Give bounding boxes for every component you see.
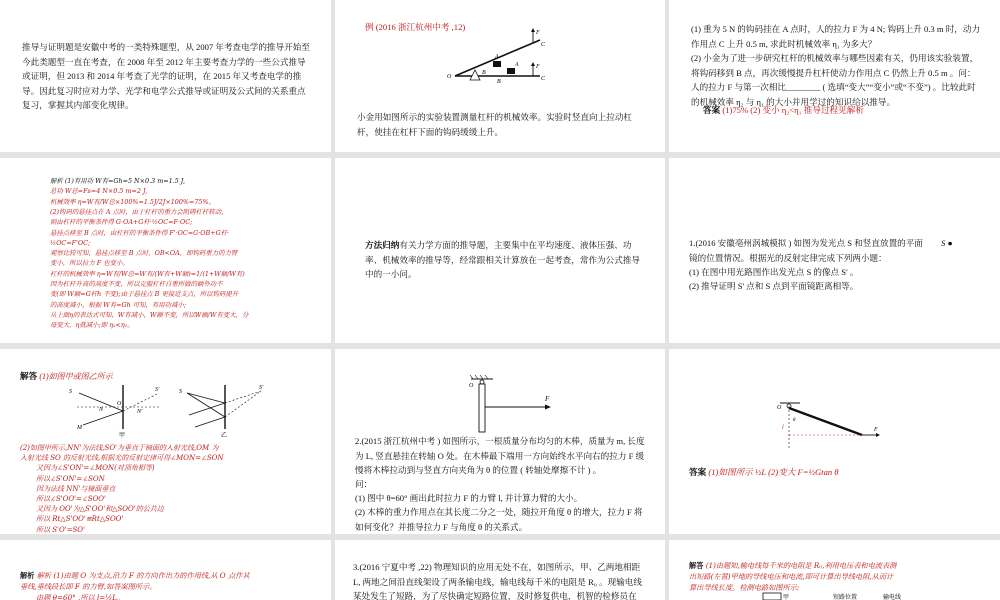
proof-line: 所以 S'O'=SO' <box>36 525 85 534</box>
solution-line: ½OC=F'OC; <box>50 238 91 247</box>
slide-6[interactable] <box>669 158 1000 343</box>
solution-line: 杠杆的机械效率 η=W有/W总=W有/(W有+W额)=1/(1+W额/W有) <box>50 269 245 278</box>
circuit-figure <box>761 592 941 600</box>
slide-8-question-label: 问： <box>355 479 373 489</box>
solution-line: 变小，所以拉力 F 也变小。 <box>50 259 129 268</box>
proof-line: (2)如图甲所示,NN'为法线,SO'为垂直于镜面的入射光线,OM 为 <box>20 444 219 452</box>
proof-line: 入射光线 SO 的反射光线,根据光的反射定律可得∠MON=∠SON <box>20 454 224 463</box>
proof-line: 所以∠S'OO'=∠SOO' <box>36 495 106 503</box>
slide-10-line-3: 由题 θ=60° ,所以 l=½L。 <box>36 593 125 600</box>
fig-label: l <box>782 425 784 431</box>
answer-text: (1)75% (2) 变小 η₂<η₁ 推导过程见解析 <box>722 105 864 115</box>
slide-3-question-1: (1) 重为 5 N 的钩码挂在 A 点时，人的拉力 F 为 4 N; 钩码上升 0.3 m 时，动力作用点 C 上升 0.5 m, 求此时机械效率 η₁ 为多大？ <box>691 24 981 49</box>
slide-11-problem-text: 3.(2016 宁夏中考 ,22) 物理知识的应用无处不在，如图所示，甲、乙两地相距 L, 两地之间沿直线架设了两条输电线，输电线每千米的电阻是 R₀ 。现输电线某处发生了短路，为了尽快确定短路位置，及时修复供电，机智的检修员在 <box>353 562 642 600</box>
proof-line: 因为法线 NN'与镜面垂直 <box>36 484 116 493</box>
fig-label: O <box>447 74 452 80</box>
proof-line: 所以∠S'ON'=∠SON <box>36 474 105 483</box>
fig-label: B <box>482 70 486 76</box>
fig-label: F <box>545 395 550 403</box>
fig-label: S <box>179 389 182 395</box>
fig-label: C <box>541 42 546 48</box>
slide-2[interactable] <box>335 0 665 152</box>
fig-label: O <box>469 383 474 389</box>
fig-label: N <box>99 407 104 413</box>
slide-3-answer <box>703 103 983 118</box>
slide-1-intro-text: 推导与证明题是安徽中考的一类特殊题型，从 2007 年考查电学的推导开始至今此类题型一直在考查，在 2008 年至 2012 年主要考查力学的一些公式推导或证明，但 2013 和 2014 年考查了光学的证明，在 2015 年又考查电学的推导。因此复习时应对力学、光学和电学公式推导或证明及公式间的关系重点复习，掌握其内部变化规律。 <box>22 42 310 110</box>
slide-12-line-3: 算出导线长度。检测电路如图所示: <box>689 583 800 592</box>
fig-label: O <box>777 405 782 411</box>
solution-line: (2)钩码的悬挂点在 A 点时，由于杠杆的重力会阻碍杠杆转动， <box>50 207 228 216</box>
fig-label: S' <box>155 387 160 393</box>
fig-label: S <box>69 389 72 395</box>
solution-line: 母变大，η就减小;即 η₂<η₁。 <box>50 321 134 330</box>
method-text: 有关力学方面的推导题，主要集中在平均速度、液体压强、功率、机械效率的推导等，经常跟相关计算放在一起考查，常作为公式推导中的一小问。 <box>365 240 641 279</box>
slide-8[interactable] <box>335 349 665 534</box>
slide-10-line-1: 解析 解析 (1)由题 O 为支点,沿力 F 的方向作出力的作用线,从 O 点作其 <box>20 571 250 580</box>
slide-6-item-2: (2) 推导证明 S' 点和 S 点到平面镜距离相等。 <box>689 281 859 291</box>
slide-3-question-2: (2) 小金为了进一步研究杠杆的机械效率与哪些因素有关，仍用该实验装置，将钩码移到 B 点，再次缓慢提升杠杆使动力作用点 C 仍然上升 0.5 m 。问：人的拉力 F 与第一次相比________ ( 选填“变大”“变小”或“不变”) 。比较此时的机械效率 η₂ 与 η₁ 的大小并用学过的知识给以推导。 <box>691 53 979 107</box>
fig-label: C <box>541 76 546 82</box>
fig-label: 乙 <box>221 433 228 439</box>
fig-label: A <box>515 62 519 68</box>
slide-5[interactable] <box>335 158 665 343</box>
point-s-label: S ● <box>941 238 953 248</box>
slide-3[interactable] <box>669 0 1000 152</box>
proof-line: 又因为∠S'ON'=∠MON(对顶角相等) <box>36 464 155 473</box>
mirror-figure-yi <box>175 381 275 439</box>
slide-7[interactable] <box>0 349 331 534</box>
slide-2-problem-text: 小金用如图所示的实验装置测量杠杆的机械效率。实验时竖直向上拉动杠杆，使挂在杠杆下面的钩码缓缓上升。 <box>357 112 633 137</box>
solution-line: 机械效率 η=W有/W总×100%=1.5J/2J×100%=75%。 <box>50 197 215 206</box>
slide-5-method-summary <box>365 238 645 282</box>
fig-label: F <box>536 30 540 36</box>
legend-short: 短路位置 <box>833 595 858 600</box>
legend-line: 输电线 <box>883 595 902 600</box>
slide-10[interactable] <box>0 540 331 600</box>
fig-label: 甲 <box>119 433 126 439</box>
slide-8-item-1: (1) 图中 θ=60° 画出此时拉力 F 的力臂 l, 并计算力臂的大小。 <box>355 493 583 503</box>
slide-11[interactable] <box>335 540 665 600</box>
slide-6-item-1: (1) 在图中用光路图作出发光点 S 的像点 S' 。 <box>689 267 859 277</box>
fig-label: θ <box>793 418 796 423</box>
solution-line: 变(即 W额=G杆h 不变);由于悬挂点 B 更接近支点，所以钩码提升 <box>50 290 239 299</box>
solution-line: 从上面η的表达式可知，W有减小，W额不变，所以W额/W有变大，分 <box>50 310 249 319</box>
fig-label: S' <box>259 385 264 391</box>
slide-9[interactable] <box>669 349 1000 534</box>
slide-8-item-2: (2) 木棒的重力作用点在其长度二分之一处，随拉开角度 θ 的增大，拉力 F 将如何变化？并推导拉力 F 与角度 θ 的关系式。 <box>355 507 643 532</box>
place-label: 甲 <box>783 595 790 600</box>
answer-heading: (1)如图甲或图乙所示 <box>39 372 113 381</box>
answer-label: 答案 <box>689 467 707 477</box>
slide-12-line-1: 解答 (1)由题知,输电线每千米的电阻是 R₀,利用电压表和电流表测 <box>689 561 897 570</box>
solution-line: 的高度减小，根据 W有=Gh 可知，有用功减小; <box>50 300 186 309</box>
slide-6-question: 1.(2016 安徽亳州涡城模拟 ) 如图为发光点 S 和竖直放置的平面镜的位置情况。根据光的反射定律完成下列两小题： <box>689 238 923 263</box>
slide-1[interactable] <box>0 0 331 152</box>
solution-line: 则由杠杆的平衡条件得 G·OA+G杆·½OC=F·OC; <box>50 218 193 227</box>
method-label: 方法归纳 <box>365 240 400 250</box>
slide-8-problem-text: 2.(2015 浙江杭州中考 ) 如图所示，一根质量分布均匀的木棒，质量为 m, 长度为 L, 竖直悬挂在转轴 O 处。在木棒最下端用一方向始终水平向右的拉力 F 缓慢将木棒拉动到与竖直方向夹角为 θ 的位置 ( 转轴处摩擦不计 ) 。 <box>355 436 645 475</box>
proof-line: 又因为 OO'为△S'OO'和△SOO'的公共边 <box>36 505 164 514</box>
slide-4[interactable] <box>0 158 331 343</box>
mirror-figure-jia <box>65 381 165 439</box>
solution-line: 解析 (1)有用功 W有=Gh=5 N×0.3 m=1.5 J, <box>50 177 186 185</box>
fig-label: F <box>874 427 878 433</box>
slide-12[interactable] <box>669 540 1000 600</box>
solution-line: 悬挂点移至 B 点时，由杠杆的平衡条件得 F'·OC=G·OB+G杆· <box>50 228 230 237</box>
slide-12-line-2: 出短路(左置)甲地的导线电压和电流,即可计算出导线电阻,从而计 <box>689 572 894 581</box>
fig-label: O <box>117 401 122 407</box>
answer-label: 解答 <box>20 371 38 381</box>
slide-2-example-title: 例 (2016 浙江杭州中考 ,12) <box>365 22 466 32</box>
fig-label: B <box>497 79 501 85</box>
fig-label: A <box>495 54 499 60</box>
slide-9-answer <box>689 465 989 480</box>
slide-10-line-2: 垂线,垂线段长即 F 的力臂,如答案图所示。 <box>20 582 157 591</box>
lever-figure <box>445 28 575 86</box>
solution-line: 因为杠杆升高的高度不变，所以克服杠杆自重所做的额外功不 <box>50 280 223 288</box>
rod-answer-figure <box>774 397 884 453</box>
solution-line: 观察比较可知，悬挂点移至 B 点时，OB<OA，即钩码重力的力臂 <box>50 249 238 258</box>
fig-label: N' <box>137 409 143 415</box>
proof-line: 所以 Rt△S'OO'≌Rt△SOO' <box>36 515 124 524</box>
fig-label: F <box>536 64 540 70</box>
point-dot: ● <box>947 238 953 248</box>
answer-text: (1)如图所示 ½L (2)变大 F=½Gtan θ <box>708 467 839 477</box>
fig-label: M <box>77 425 82 431</box>
answer-label: 答案 <box>703 105 721 115</box>
solution-line: 总功 W总=Fs=4 N×0.5 m=2 J, <box>50 187 148 196</box>
rod-figure <box>465 371 565 433</box>
